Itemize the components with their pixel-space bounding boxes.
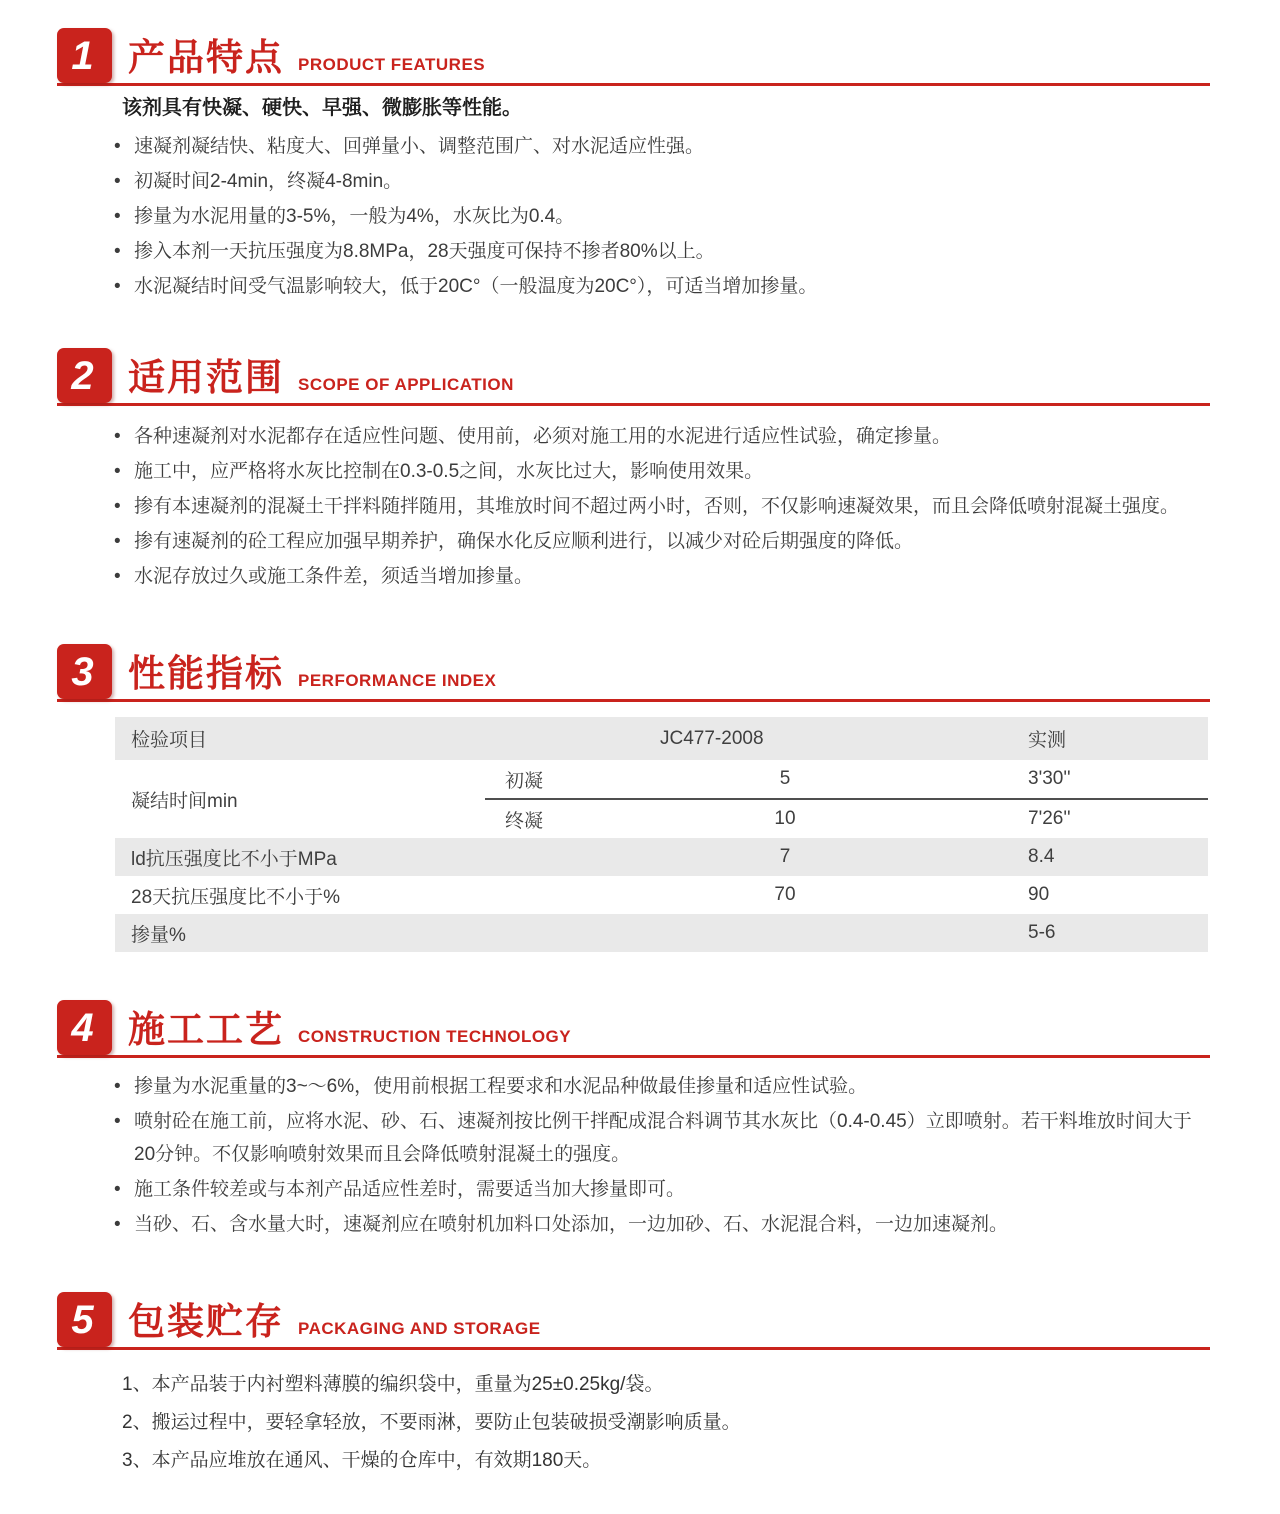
section-number: 4 bbox=[71, 1005, 94, 1050]
construction-bullet-list bbox=[57, 1070, 1210, 1241]
features-bullet-list bbox=[57, 130, 1210, 303]
table-header-row bbox=[115, 717, 1208, 760]
table-row bbox=[115, 914, 1208, 952]
col-header-empty bbox=[485, 717, 660, 760]
section-1-titles bbox=[128, 39, 485, 76]
table-row bbox=[115, 760, 1208, 799]
section-4-titles bbox=[128, 1011, 571, 1048]
bullet-item: • 各种速凝剂对水泥都存在适应性问题、使用前，必须对施工用的水泥进行适应性试验，确定掺量。 bbox=[112, 420, 1210, 453]
features-intro-line: 该剂具有快凝、硬快、早强、微膨胀等性能。 bbox=[122, 97, 522, 119]
section-title-en: PERFORMANCE INDEX bbox=[298, 671, 497, 690]
section-5-header bbox=[57, 1289, 1210, 1350]
section-1-number-badge bbox=[57, 28, 112, 83]
section-2-number-badge bbox=[57, 348, 112, 403]
col-header-measured: 实测 bbox=[910, 717, 1208, 760]
cell-1d-strength-label: ld抗压强度比不小于MPa bbox=[115, 838, 660, 876]
section-packaging-storage bbox=[57, 1289, 1210, 1480]
section-4-number-badge bbox=[57, 1000, 112, 1055]
cell-28d-strength-measured: 90 bbox=[1028, 884, 1050, 905]
section-title-zh: 性能指标 bbox=[128, 653, 284, 694]
section-number: 1 bbox=[71, 33, 94, 78]
bullet-item: • 速凝剂凝结快、粘度大、回弹量小、调整范围广、对水泥适应性强。 bbox=[112, 130, 1210, 163]
cell-final-set-label: 终凝 bbox=[505, 810, 544, 832]
bullet-item: • 掺量为水泥用量的3-5%，一般为4%，水灰比为0.4。 bbox=[112, 200, 1210, 233]
section-title-en: CONSTRUCTION TECHNOLOGY bbox=[298, 1027, 572, 1046]
list-item: 1、本产品装于内衬塑料薄膜的编织袋中，重量为25±0.25kg/袋。 bbox=[122, 1374, 664, 1395]
section-2-header bbox=[57, 345, 1210, 406]
bullet-item: • 施工条件较差或与本剂产品适应性差时，需要适当加大掺量即可。 bbox=[112, 1173, 1210, 1206]
bullet-item: • 掺量为水泥重量的3~～6%，使用前根据工程要求和水泥品种做最佳掺量和适应性试验。 bbox=[112, 1070, 1210, 1103]
performance-table bbox=[115, 717, 1208, 952]
section-2-titles bbox=[128, 359, 514, 396]
section-1-header bbox=[57, 25, 1210, 86]
bullet-item: • 掺有速凝剂的砼工程应加强早期养护，确保水化反应顺利进行，以减少对砼后期强度的降低。 bbox=[112, 525, 1210, 558]
section-title-en: PRODUCT FEATURES bbox=[298, 55, 486, 74]
section-product-features bbox=[57, 25, 1210, 303]
bullet-item: • 当砂、石、含水量大时，速凝剂应在喷射机加料口处添加，一边加砂、石、水泥混合料，一边加速凝剂。 bbox=[112, 1208, 1210, 1241]
section-3-titles bbox=[128, 655, 496, 692]
section-5-number-badge bbox=[57, 1292, 112, 1347]
section-title-en: SCOPE OF APPLICATION bbox=[298, 375, 514, 394]
section-title-en: PACKAGING AND STORAGE bbox=[298, 1319, 541, 1338]
section-scope-of-application bbox=[57, 345, 1210, 593]
cell-initial-set-measured: 3'30'' bbox=[910, 760, 1208, 799]
bullet-item: • 水泥凝结时间受气温影响较大，低于20C°（一般温度为20C°），可适当增加掺量。 bbox=[112, 270, 1210, 303]
section-title-zh: 施工工艺 bbox=[128, 1009, 284, 1050]
section-title-zh: 适用范围 bbox=[128, 357, 284, 398]
cell-initial-set-standard: 5 bbox=[660, 760, 910, 799]
cell-28d-strength-label: 28天抗压强度比不小于% bbox=[131, 886, 341, 908]
cell-final-set-measured: 7'26'' bbox=[1028, 808, 1071, 829]
section-3-header bbox=[57, 641, 1210, 702]
section-title-zh: 包装贮存 bbox=[128, 1301, 284, 1342]
section-4-header bbox=[57, 997, 1210, 1058]
section-3-number-badge bbox=[57, 644, 112, 699]
bullet-item: • 施工中，应严格将水灰比控制在0.3-0.5之间，水灰比过大，影响使用效果。 bbox=[112, 455, 1210, 488]
list-item: 3、本产品应堆放在通风、干燥的仓库中，有效期180天。 bbox=[122, 1450, 602, 1471]
bullet-item: • 水泥存放过久或施工条件差，须适当增加掺量。 bbox=[112, 560, 1210, 593]
bullet-item: • 掺有本速凝剂的混凝土干拌料随拌随用，其堆放时间不超过两小时，否则，不仅影响速凝效果，而且会降低喷射混凝土强度。 bbox=[112, 490, 1210, 523]
section-title-zh: 产品特点 bbox=[128, 37, 284, 78]
section-number: 2 bbox=[71, 353, 94, 398]
section-5-titles bbox=[128, 1303, 541, 1340]
cell-final-set-standard: 10 bbox=[774, 808, 796, 829]
cell-1d-strength-standard: 7 bbox=[660, 838, 910, 876]
col-header-item: 检验项目 bbox=[115, 717, 485, 760]
cell-1d-strength-measured: 8.4 bbox=[910, 838, 1208, 876]
cell-dosage-measured: 5-6 bbox=[910, 914, 1208, 952]
cell-dosage-label: 掺量% bbox=[115, 914, 660, 952]
list-item: 2、搬运过程中，要轻拿轻放，不要雨淋，要防止包装破损受潮影响质量。 bbox=[122, 1412, 741, 1433]
bullet-item: • 初凝时间2-4min，终凝4-8min。 bbox=[112, 165, 1210, 198]
section-performance-index bbox=[57, 641, 1210, 952]
col-header-standard: JC477-2008 bbox=[660, 717, 910, 760]
bullet-item: • 掺入本剂一天抗压强度为8.8MPa，28天强度可保持不掺者80%以上。 bbox=[112, 235, 1210, 268]
cell-dosage-standard bbox=[660, 914, 910, 952]
section-number: 5 bbox=[71, 1297, 94, 1342]
section-number: 3 bbox=[71, 649, 94, 694]
cell-initial-set-label: 初凝 bbox=[485, 760, 660, 799]
table-row bbox=[115, 876, 1208, 914]
cell-28d-strength-standard: 70 bbox=[774, 884, 796, 905]
cell-setting-time-label: 凝结时间min bbox=[131, 790, 238, 812]
scope-bullet-list bbox=[57, 420, 1210, 593]
table-row bbox=[115, 838, 1208, 876]
packaging-numbered-list bbox=[122, 1366, 1210, 1480]
bullet-item: • 喷射砼在施工前，应将水泥、砂、石、速凝剂按比例干拌配成混合料调节其水灰比（0.4-0.45）立即喷射。若干料堆放时间大于20分钟。不仅影响喷射效果而且会降低喷射混凝土的强度。 bbox=[112, 1105, 1210, 1171]
section-construction-technology bbox=[57, 997, 1210, 1241]
